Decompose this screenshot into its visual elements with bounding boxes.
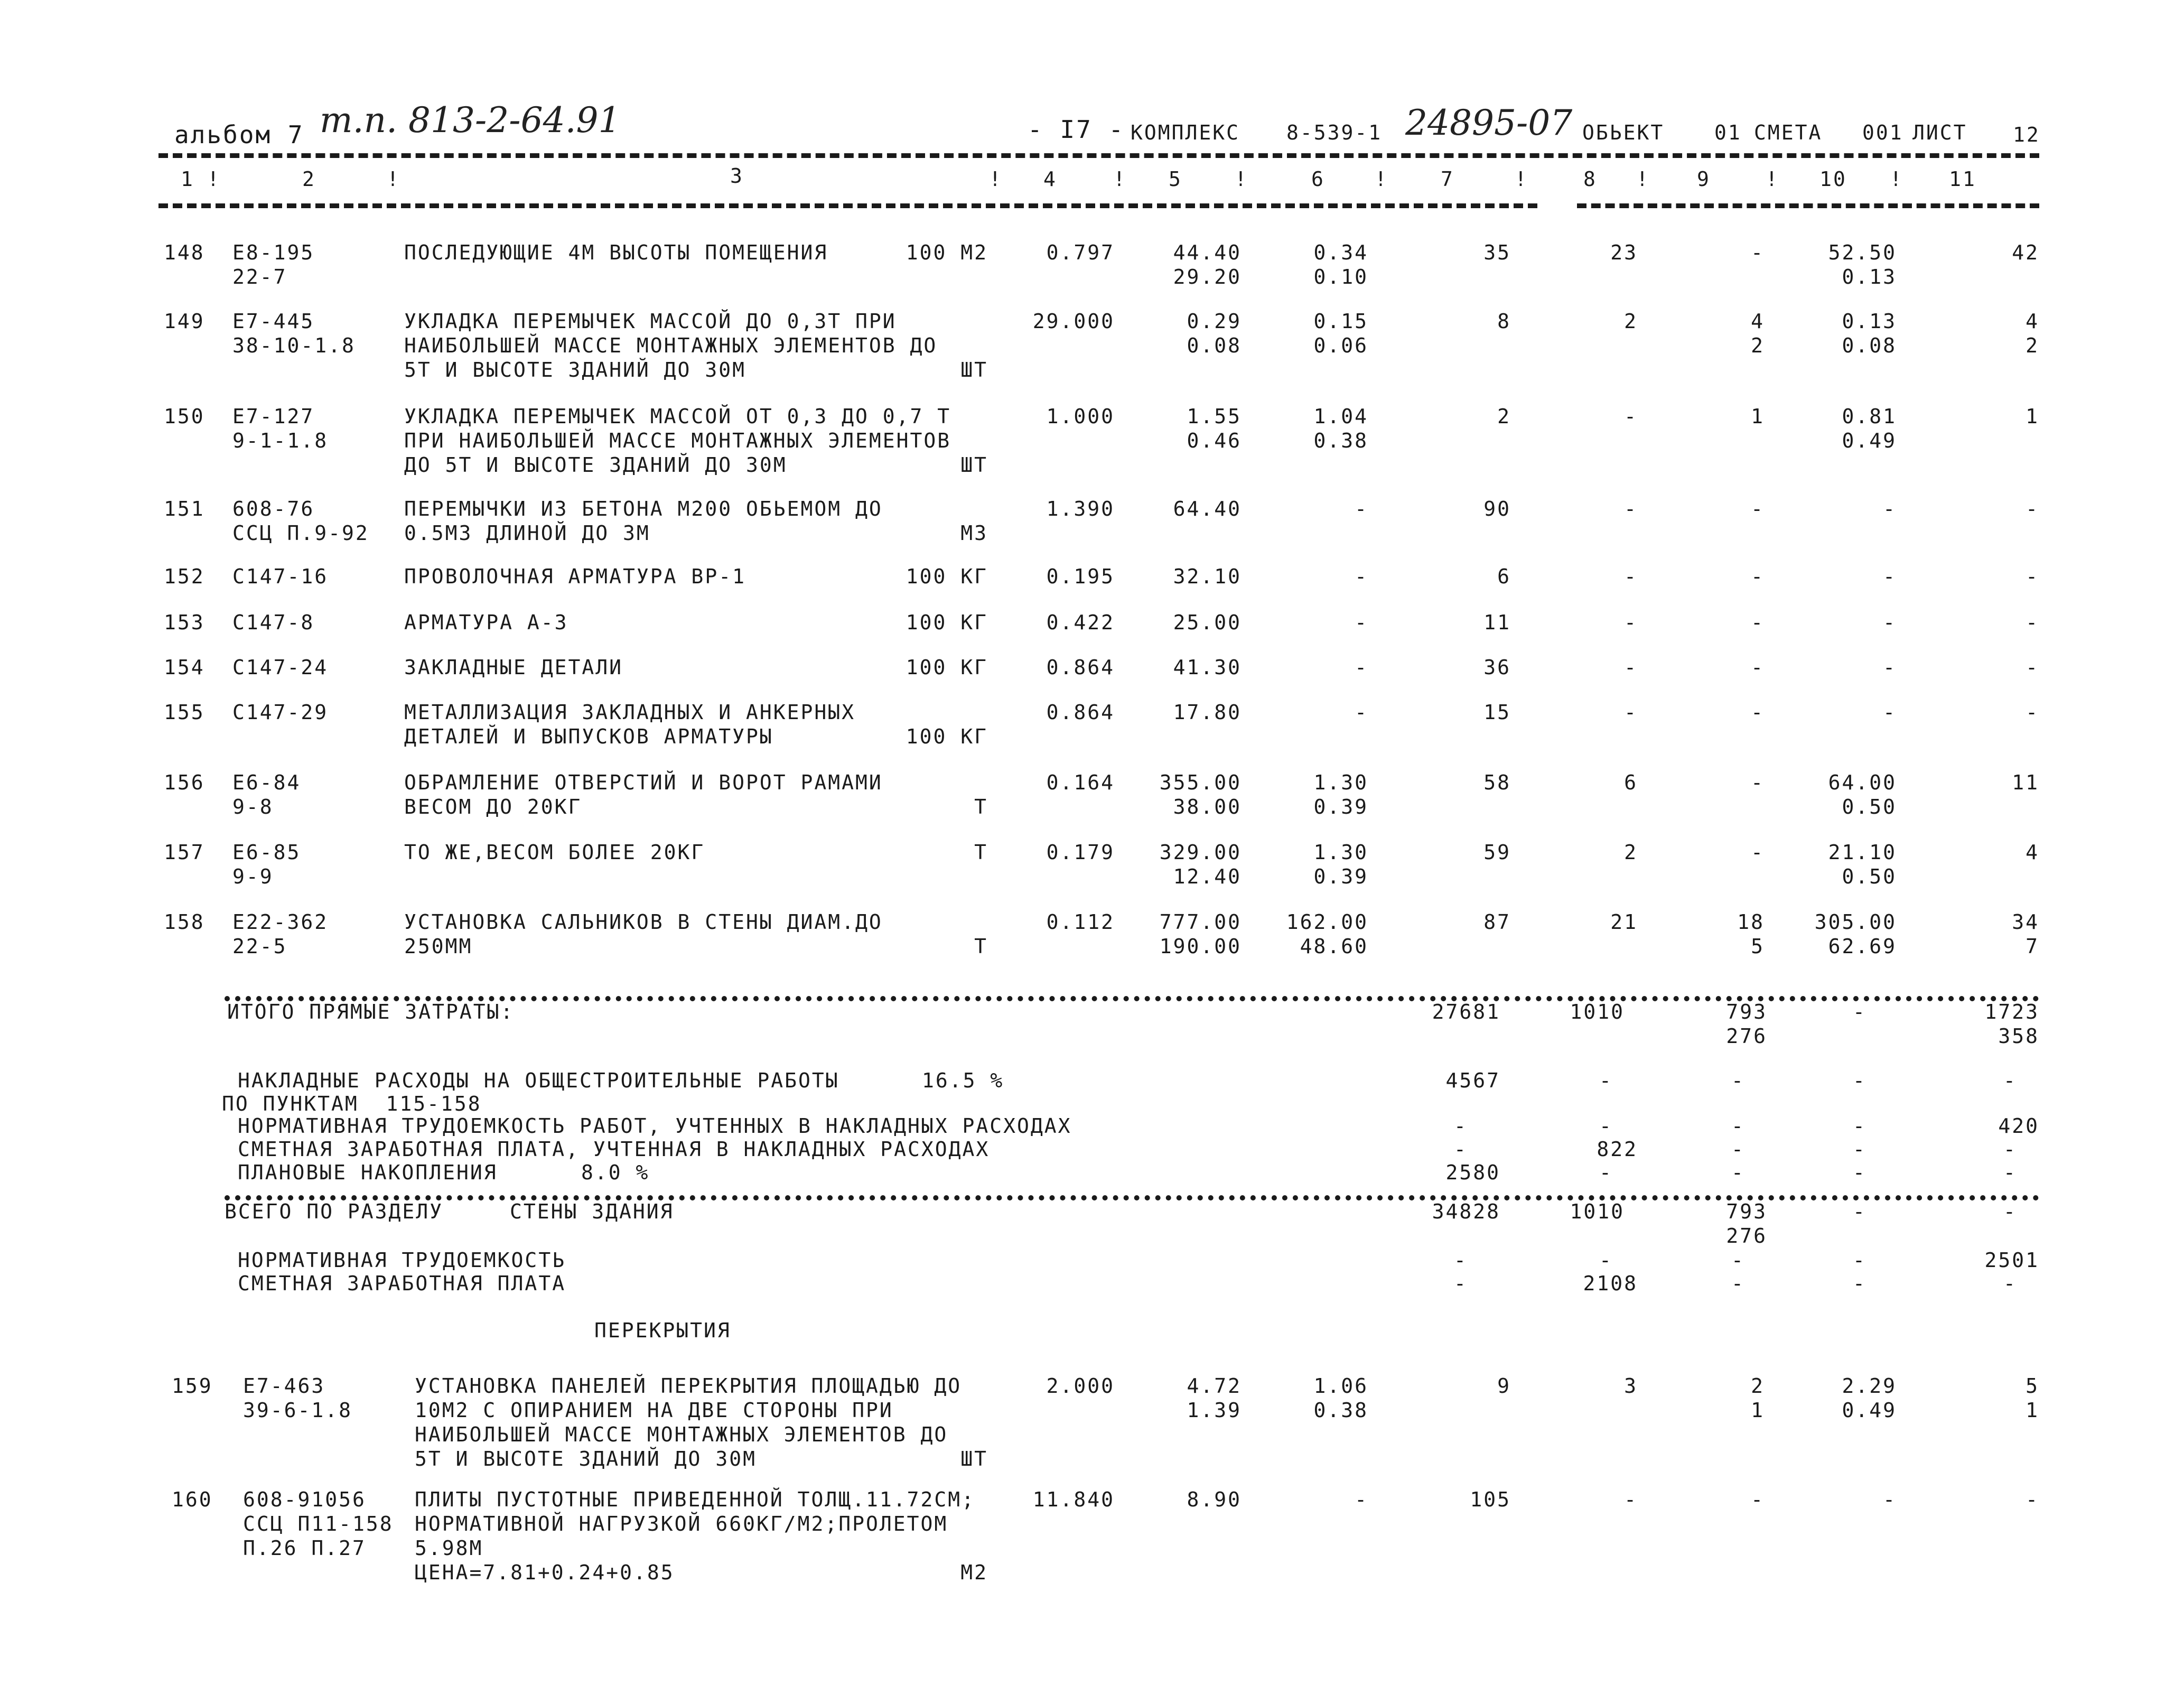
row-code: С147-16 <box>232 565 329 588</box>
row-description: 250ММ <box>404 935 473 958</box>
row-description: ВЕСОМ ДО 20КГ <box>404 795 582 818</box>
section2-title: ПЕРЕКРЫТИЯ <box>594 1319 731 1342</box>
row-col-6: 162.00 <box>1286 910 1368 934</box>
row-col-8: - <box>1624 497 1638 520</box>
row-number: 159 <box>172 1374 213 1398</box>
estimate-label: СМЕТА <box>1754 121 1823 144</box>
row-unit: М3 <box>960 522 988 545</box>
row-quantity: 2.000 <box>1046 1374 1115 1398</box>
row-col-7: 58 <box>1483 771 1511 794</box>
row-unit: Т <box>974 935 988 958</box>
row-description: УКЛАДКА ПЕРЕМЫЧЕК МАССОЙ ДО 0,3Т ПРИ <box>404 310 897 333</box>
row-unit: 100 КГ <box>906 725 988 748</box>
row-col-10: 0.08 <box>1842 334 1897 357</box>
header-rule-top <box>158 153 2039 158</box>
row-quantity: 0.195 <box>1046 565 1115 588</box>
row-code: E7-127 <box>232 405 315 428</box>
row-description: ПЛИТЫ ПУСТОТНЫЕ ПРИВЕДЕННОЙ ТОЛЩ.11.72СМ; <box>415 1488 975 1511</box>
col-header: 3 <box>730 164 744 188</box>
labor-overhead-c10: - <box>1853 1114 1866 1138</box>
row-col-5: 17.80 <box>1173 701 1242 724</box>
page-marker: - I7 - <box>1028 115 1125 144</box>
complex-code: 8-539-1 <box>1286 121 1383 144</box>
row-description: УКЛАДКА ПЕРЕМЫЧЕК МАССОЙ ОТ 0,3 ДО 0,7 Т <box>404 405 951 428</box>
row-col-11: 1 <box>2026 405 2039 428</box>
row-col-7: 105 <box>1470 1488 1511 1511</box>
row-number: 154 <box>164 656 205 679</box>
row-col-6: 0.15 <box>1313 310 1368 333</box>
col-separator: ! <box>1113 167 1127 191</box>
row-unit: 100 M2 <box>906 241 988 264</box>
row-col-11: - <box>2026 656 2039 679</box>
row-description: 0.5М3 ДЛИНОЙ ДО 3М <box>404 522 650 545</box>
col-header: 2 <box>302 167 316 191</box>
overhead-c10: - <box>1853 1069 1866 1092</box>
labor-overhead-c7: - <box>1454 1114 1468 1138</box>
col-header: 5 <box>1169 167 1182 191</box>
row-description: ТО ЖЕ,ВЕСОМ БОЛЕЕ 20КГ <box>404 841 705 864</box>
object-value: 01 <box>1714 121 1742 144</box>
labor-c7: - <box>1454 1249 1468 1272</box>
row-code: ССЦ П.9-92 <box>232 522 369 545</box>
row-code: 9-1-1.8 <box>232 429 329 452</box>
row-description: ЗАКЛАДНЫЕ ДЕТАЛИ <box>404 656 623 679</box>
album-handwritten: т.п. 813-2-64.91 <box>320 100 621 141</box>
row-unit: 100 КГ <box>906 656 988 679</box>
row-col-6: - <box>1355 1488 1368 1511</box>
direct-total-c11: 358 <box>1998 1025 2039 1048</box>
direct-total-c10: - <box>1853 1000 1866 1023</box>
row-quantity: 0.179 <box>1046 841 1115 864</box>
row-col-6: - <box>1355 497 1368 520</box>
row-unit: ШТ <box>960 1447 988 1470</box>
row-col-7: 8 <box>1497 310 1511 333</box>
row-col-11: 4 <box>2026 841 2039 864</box>
row-col-8: - <box>1624 611 1638 634</box>
planned-pct: 8.0 % <box>581 1161 650 1184</box>
row-col-10: - <box>1883 565 1897 588</box>
planned-label: ПЛАНОВЫЕ НАКОПЛЕНИЯ <box>238 1161 498 1184</box>
row-col-5: 1.39 <box>1187 1399 1242 1422</box>
row-quantity: 0.797 <box>1046 241 1115 264</box>
row-col-9: - <box>1751 841 1765 864</box>
row-col-7: 90 <box>1483 497 1511 520</box>
row-code: 608-91056 <box>243 1488 366 1511</box>
row-col-7: 11 <box>1483 611 1511 634</box>
row-number: 152 <box>164 565 205 588</box>
labor-overhead-c8: - <box>1599 1114 1613 1138</box>
row-quantity: 0.864 <box>1046 701 1115 724</box>
row-col-10: 2.29 <box>1842 1374 1897 1398</box>
row-description: ДО 5Т И ВЫСОТЕ ЗДАНИЙ ДО 30М <box>404 453 787 477</box>
row-number: 160 <box>172 1488 213 1511</box>
row-number: 156 <box>164 771 205 794</box>
section-total-c9: 793 <box>1726 1200 1767 1223</box>
col-header: 7 <box>1441 167 1454 191</box>
row-code: 9-9 <box>232 865 274 888</box>
row-code: С147-8 <box>232 611 315 634</box>
labor-overhead-c9: - <box>1731 1114 1745 1138</box>
direct-total-c7: 27681 <box>1432 1000 1500 1023</box>
row-col-11: 2 <box>2026 334 2039 357</box>
row-col-6: - <box>1355 565 1368 588</box>
row-col-10: 0.13 <box>1842 310 1897 333</box>
row-col-11: - <box>2026 1488 2039 1511</box>
row-quantity: 1.390 <box>1046 497 1115 520</box>
row-unit: М2 <box>960 1561 988 1584</box>
row-col-11: - <box>2026 565 2039 588</box>
row-col-7: 9 <box>1497 1374 1511 1398</box>
row-col-6: 0.34 <box>1313 241 1368 264</box>
row-col-8: 2 <box>1624 841 1638 864</box>
col-separator: ! <box>1235 167 1248 191</box>
row-col-8: 6 <box>1624 771 1638 794</box>
row-col-5: 0.46 <box>1187 429 1242 452</box>
row-col-8: 23 <box>1610 241 1638 264</box>
row-unit: 100 КГ <box>906 565 988 588</box>
row-number: 148 <box>164 241 205 264</box>
row-col-7: 15 <box>1483 701 1511 724</box>
complex-label: КОМПЛЕКС <box>1131 121 1240 144</box>
wage-c10: - <box>1853 1272 1866 1295</box>
row-col-10: - <box>1883 1488 1897 1511</box>
row-col-11: 5 <box>2026 1374 2039 1398</box>
row-description: ДЕТАЛЕЙ И ВЫПУСКОВ АРМАТУРЫ <box>404 725 773 748</box>
row-col-11: 11 <box>2012 771 2039 794</box>
object-label: ОБЬЕКТ <box>1582 121 1665 144</box>
direct-total-label: ИТОГО ПРЯМЫЕ ЗАТРАТЫ: <box>227 1000 515 1023</box>
row-code: П.26 П.27 <box>243 1537 366 1560</box>
row-code: 22-5 <box>232 935 287 958</box>
planned-c11: - <box>2003 1161 2017 1184</box>
row-col-5: 38.00 <box>1173 795 1242 818</box>
row-col-6: 1.06 <box>1313 1374 1368 1398</box>
row-col-8: 3 <box>1624 1374 1638 1398</box>
row-description: МЕТАЛЛИЗАЦИЯ ЗАКЛАДНЫХ И АНКЕРНЫХ <box>404 701 855 724</box>
row-col-8: - <box>1624 1488 1638 1511</box>
row-col-9: 4 <box>1751 310 1765 333</box>
planned-c7: 2580 <box>1445 1161 1500 1184</box>
row-col-9: 5 <box>1751 935 1765 958</box>
overhead-items: ПО ПУНКТАМ 115-158 <box>222 1092 482 1115</box>
overhead-c8: - <box>1599 1069 1613 1092</box>
direct-total-c9: 793 <box>1726 1000 1767 1023</box>
section-total-c9: 276 <box>1726 1224 1767 1248</box>
row-unit: 100 КГ <box>906 611 988 634</box>
col-separator: ! <box>207 167 221 191</box>
col-header: 4 <box>1043 167 1057 191</box>
row-description: ОБРАМЛЕНИЕ ОТВЕРСТИЙ И ВОРОТ РАМАМИ <box>404 771 883 794</box>
row-col-10: - <box>1883 656 1897 679</box>
wage-overhead-label: СМЕТНАЯ ЗАРАБОТНАЯ ПЛАТА, УЧТЕННАЯ В НАКЛАДНЫХ РАСХОДАХ <box>238 1138 990 1161</box>
doc-number-handwritten: 24895-07 <box>1405 103 1573 143</box>
labor-c11: 2501 <box>1984 1249 2039 1272</box>
row-description: 5Т И ВЫСОТЕ ЗДАНИЙ ДО 30М <box>404 358 746 381</box>
row-col-11: - <box>2026 497 2039 520</box>
row-quantity: 1.000 <box>1046 405 1115 428</box>
section-total-label: ВСЕГО ПО РАЗДЕЛУ <box>225 1200 444 1223</box>
row-col-6: - <box>1355 611 1368 634</box>
row-col-8: - <box>1624 565 1638 588</box>
row-col-10: 0.81 <box>1842 405 1897 428</box>
row-col-7: 36 <box>1483 656 1511 679</box>
wage-overhead-c7: - <box>1454 1138 1468 1161</box>
labor-c10: - <box>1853 1249 1866 1272</box>
row-col-10: 0.50 <box>1842 795 1897 818</box>
row-number: 150 <box>164 405 205 428</box>
row-col-10: - <box>1883 497 1897 520</box>
col-header: 8 <box>1583 167 1597 191</box>
row-col-11: 7 <box>2026 935 2039 958</box>
wage-c9: - <box>1731 1272 1745 1295</box>
labor-c8: - <box>1599 1249 1613 1272</box>
labor-label: НОРМАТИВНАЯ ТРУДОЕМКОСТЬ <box>238 1249 566 1272</box>
estimate-value: 001 <box>1862 121 1903 144</box>
row-description: НОРМАТИВНОЙ НАГРУЗКОЙ 660КГ/М2;ПРОЛЕТОМ <box>415 1512 948 1535</box>
row-col-5: 32.10 <box>1173 565 1242 588</box>
row-col-5: 0.29 <box>1187 310 1242 333</box>
row-col-5: 64.40 <box>1173 497 1242 520</box>
row-col-11: 4 <box>2026 310 2039 333</box>
row-description: ЦЕНА=7.81+0.24+0.85 <box>415 1561 675 1584</box>
wage-label: СМЕТНАЯ ЗАРАБОТНАЯ ПЛАТА <box>238 1272 566 1295</box>
row-code: 38-10-1.8 <box>232 334 356 357</box>
col-separator: ! <box>1515 167 1528 191</box>
section-total-c7: 34828 <box>1432 1200 1500 1223</box>
row-code: E7-445 <box>232 310 315 333</box>
row-col-5: 190.00 <box>1159 935 1242 958</box>
row-col-7: 35 <box>1483 241 1511 264</box>
row-description: 10М2 С ОПИРАНИЕМ НА ДВЕ СТОРОНЫ ПРИ <box>415 1399 893 1422</box>
row-col-6: 0.06 <box>1313 334 1368 357</box>
row-number: 158 <box>164 910 205 934</box>
wage-c7: - <box>1454 1272 1468 1295</box>
col-header: 10 <box>1819 167 1847 191</box>
row-code: E6-84 <box>232 771 301 794</box>
row-number: 149 <box>164 310 205 333</box>
row-code: E6-85 <box>232 841 301 864</box>
row-col-6: 0.10 <box>1313 265 1368 288</box>
row-col-5: 29.20 <box>1173 265 1242 288</box>
section-total-c11: - <box>2003 1200 2017 1223</box>
row-col-10: 0.49 <box>1842 429 1897 452</box>
section-total-name: СТЕНЫ ЗДАНИЯ <box>510 1200 674 1223</box>
row-col-6: 0.38 <box>1313 1399 1368 1422</box>
row-description: НАИБОЛЬШЕЙ МАССЕ МОНТАЖНЫХ ЭЛЕМЕНТОВ ДО <box>415 1423 948 1446</box>
row-col-5: 44.40 <box>1173 241 1242 264</box>
overhead-c7: 4567 <box>1445 1069 1500 1092</box>
row-description: ПОСЛЕДУЮЩИЕ 4M ВЫСОТЫ ПОМЕЩЕНИЯ <box>404 241 828 264</box>
direct-total-c11: 1723 <box>1984 1000 2039 1023</box>
row-col-5: 1.55 <box>1187 405 1242 428</box>
row-code: E7-463 <box>243 1374 325 1398</box>
col-separator: ! <box>387 167 400 191</box>
row-description: УСТАНОВКА САЛЬНИКОВ В СТЕНЫ ДИАМ.ДО <box>404 910 883 934</box>
row-description: УСТАНОВКА ПАНЕЛЕЙ ПЕРЕКРЫТИЯ ПЛОЩАДЬЮ ДО <box>415 1374 962 1398</box>
row-col-9: - <box>1751 497 1765 520</box>
wage-overhead-c11: - <box>2003 1138 2017 1161</box>
row-unit: Т <box>974 795 988 818</box>
row-col-11: 1 <box>2026 1399 2039 1422</box>
col-header: 11 <box>1949 167 1976 191</box>
row-col-5: 4.72 <box>1187 1374 1242 1398</box>
row-col-5: 0.08 <box>1187 334 1242 357</box>
row-col-9: - <box>1751 565 1765 588</box>
direct-total-c8: 1010 <box>1570 1000 1625 1023</box>
row-number: 153 <box>164 611 205 634</box>
row-code: E22-362 <box>232 910 329 934</box>
row-col-10: 0.49 <box>1842 1399 1897 1422</box>
row-col-10: - <box>1883 611 1897 634</box>
sheet-label: ЛИСТ <box>1912 121 1967 144</box>
row-description: НАИБОЛЬШЕЙ МАССЕ МОНТАЖНЫХ ЭЛЕМЕНТОВ ДО <box>404 334 938 357</box>
wage-c8: 2108 <box>1583 1272 1638 1295</box>
col-separator: ! <box>1766 167 1779 191</box>
row-col-7: 6 <box>1497 565 1511 588</box>
row-code: 9-8 <box>232 795 274 818</box>
wage-c11: - <box>2003 1272 2017 1295</box>
wage-overhead-c8: 822 <box>1597 1138 1638 1161</box>
row-col-9: - <box>1751 241 1765 264</box>
row-col-10: 305.00 <box>1814 910 1897 934</box>
col-header: 1 <box>181 167 194 191</box>
row-col-6: 0.39 <box>1313 865 1368 888</box>
col-separator: ! <box>1375 167 1388 191</box>
row-quantity: 0.164 <box>1046 771 1115 794</box>
row-col-5: 329.00 <box>1159 841 1242 864</box>
row-col-6: 0.38 <box>1313 429 1368 452</box>
row-col-6: 0.39 <box>1313 795 1368 818</box>
row-number: 157 <box>164 841 205 864</box>
row-col-9: - <box>1751 771 1765 794</box>
overhead-pct: 16.5 % <box>922 1069 1004 1092</box>
row-unit: ШТ <box>960 453 988 477</box>
col-separator: ! <box>1636 167 1650 191</box>
row-col-5: 41.30 <box>1173 656 1242 679</box>
overhead-c11: - <box>2003 1069 2017 1092</box>
row-col-5: 25.00 <box>1173 611 1242 634</box>
row-quantity: 0.112 <box>1046 910 1115 934</box>
row-col-9: 18 <box>1737 910 1765 934</box>
row-col-10: 0.50 <box>1842 865 1897 888</box>
sheet-value: 12 <box>2013 123 2040 146</box>
section-total-c10: - <box>1853 1200 1866 1223</box>
row-quantity: 29.000 <box>1032 310 1115 333</box>
header-rule-bottom <box>158 203 1537 208</box>
row-code: 39-6-1.8 <box>243 1399 353 1422</box>
labor-c9: - <box>1731 1249 1745 1272</box>
row-col-9: - <box>1751 1488 1765 1511</box>
album-label: альбом 7 <box>174 120 304 149</box>
row-code: 22-7 <box>232 265 287 288</box>
row-col-9: 1 <box>1751 405 1765 428</box>
row-col-9: 1 <box>1751 1399 1765 1422</box>
row-col-6: - <box>1355 701 1368 724</box>
col-separator: ! <box>1890 167 1903 191</box>
row-col-10: 64.00 <box>1828 771 1897 794</box>
row-code: 608-76 <box>232 497 315 520</box>
wage-overhead-c9: - <box>1731 1138 1745 1161</box>
row-col-10: 0.13 <box>1842 265 1897 288</box>
row-col-8: - <box>1624 656 1638 679</box>
row-quantity: 0.864 <box>1046 656 1115 679</box>
row-col-6: 1.04 <box>1313 405 1368 428</box>
wage-overhead-c10: - <box>1853 1138 1866 1161</box>
labor-overhead-label: НОРМАТИВНАЯ ТРУДОЕМКОСТЬ РАБОТ, УЧТЕННЫХ В НАКЛАДНЫХ РАСХОДАХ <box>238 1114 1072 1138</box>
row-col-8: 21 <box>1610 910 1638 934</box>
row-col-9: - <box>1751 656 1765 679</box>
row-col-9: 2 <box>1751 334 1765 357</box>
row-col-6: - <box>1355 656 1368 679</box>
overhead-c9: - <box>1731 1069 1745 1092</box>
row-quantity: 0.422 <box>1046 611 1115 634</box>
row-col-6: 1.30 <box>1313 771 1368 794</box>
row-col-10: 21.10 <box>1828 841 1897 864</box>
row-col-5: 8.90 <box>1187 1488 1242 1511</box>
col-separator: ! <box>989 167 1003 191</box>
row-col-6: 1.30 <box>1313 841 1368 864</box>
planned-c10: - <box>1853 1161 1866 1184</box>
row-col-8: 2 <box>1624 310 1638 333</box>
row-col-5: 355.00 <box>1159 771 1242 794</box>
row-col-11: - <box>2026 611 2039 634</box>
row-code: С147-24 <box>232 656 329 679</box>
row-col-9: 2 <box>1751 1374 1765 1398</box>
row-description: ПРИ НАИБОЛЬШЕЙ МАССЕ МОНТАЖНЫХ ЭЛЕМЕНТОВ <box>404 429 951 452</box>
row-description: 5.98М <box>415 1537 483 1560</box>
row-col-10: - <box>1883 701 1897 724</box>
row-unit: Т <box>974 841 988 864</box>
row-code: С147-29 <box>232 701 329 724</box>
planned-c8: - <box>1599 1161 1613 1184</box>
header-rule-bottom-right <box>1577 203 2039 208</box>
overhead-label: НАКЛАДНЫЕ РАСХОДЫ НА ОБЩЕСТРОИТЕЛЬНЫЕ РАБОТЫ <box>238 1069 839 1092</box>
row-col-10: 62.69 <box>1828 935 1897 958</box>
row-description: АРМАТУРА А-3 <box>404 611 568 634</box>
row-number: 151 <box>164 497 205 520</box>
labor-overhead-c11: 420 <box>1998 1114 2039 1138</box>
row-description: ПЕРЕМЫЧКИ ИЗ БЕТОНА М200 ОБЬЕМОМ ДО <box>404 497 883 520</box>
row-col-11: 34 <box>2012 910 2039 934</box>
row-col-8: - <box>1624 405 1638 428</box>
row-unit: ШТ <box>960 358 988 381</box>
section-total-c8: 1010 <box>1570 1200 1625 1223</box>
row-col-5: 777.00 <box>1159 910 1242 934</box>
row-quantity: 11.840 <box>1032 1488 1115 1511</box>
row-col-7: 2 <box>1497 405 1511 428</box>
row-col-9: - <box>1751 611 1765 634</box>
row-col-6: 48.60 <box>1300 935 1368 958</box>
row-col-9: - <box>1751 701 1765 724</box>
row-col-10: 52.50 <box>1828 241 1897 264</box>
row-description: 5Т И ВЫСОТЕ ЗДАНИЙ ДО 30М <box>415 1447 757 1470</box>
planned-c9: - <box>1731 1161 1745 1184</box>
row-col-7: 59 <box>1483 841 1511 864</box>
row-code: E8-195 <box>232 241 315 264</box>
row-number: 155 <box>164 701 205 724</box>
row-code: ССЦ П11-158 <box>243 1512 394 1535</box>
row-col-7: 87 <box>1483 910 1511 934</box>
row-description: ПРОВОЛОЧНАЯ АРМАТУРА ВР-1 <box>404 565 746 588</box>
col-header: 6 <box>1311 167 1325 191</box>
row-col-8: - <box>1624 701 1638 724</box>
row-col-11: - <box>2026 701 2039 724</box>
direct-total-c9: 276 <box>1726 1025 1767 1048</box>
col-header: 9 <box>1697 167 1711 191</box>
row-col-5: 12.40 <box>1173 865 1242 888</box>
row-col-11: 42 <box>2012 241 2039 264</box>
